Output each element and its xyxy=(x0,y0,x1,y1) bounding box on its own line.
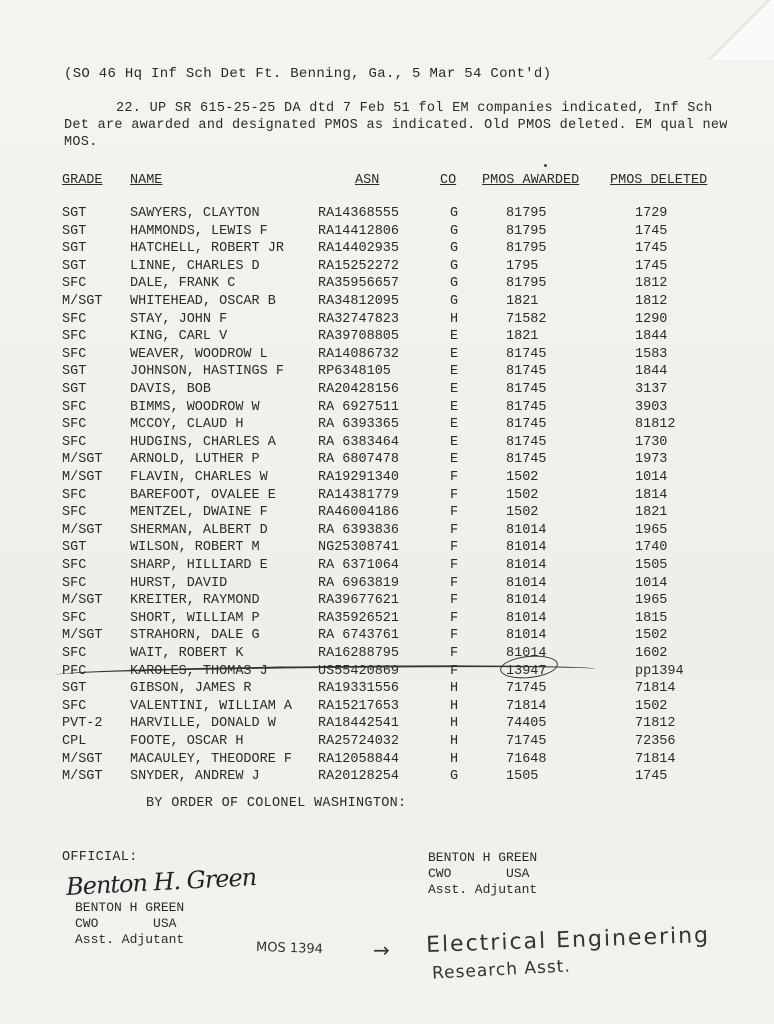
order-header: (SO 46 Hq Inf Sch Det Ft. Benning, Ga., 5 Mar 54 Cont'd) xyxy=(64,66,552,82)
cell-pmos-deleted: 71812 xyxy=(635,716,676,732)
cell-grade: M/SGT xyxy=(62,294,103,309)
cell-grade: M/SGT xyxy=(62,769,103,785)
arrow-icon: → xyxy=(373,938,390,962)
cell-pmos-awarded: 81745 xyxy=(506,364,547,380)
cell-co: H xyxy=(450,751,459,767)
table-row xyxy=(0,364,774,382)
cell-asn: RA 6927511 xyxy=(318,399,400,415)
cell-co: E xyxy=(450,329,459,345)
cell-grade: SGT xyxy=(62,364,87,380)
cell-pmos-deleted: 1844 xyxy=(635,329,668,345)
cell-asn: RA 6383464 xyxy=(318,434,400,450)
page-corner-fold xyxy=(704,0,774,60)
table-row xyxy=(0,206,774,224)
cell-asn: RA14402935 xyxy=(318,241,400,257)
cell-co: F xyxy=(450,505,459,521)
cell-asn: RA 6963819 xyxy=(318,575,400,591)
cell-pmos-awarded: 81745 xyxy=(506,434,547,450)
table-row xyxy=(0,505,774,523)
cell-asn: RA 6807478 xyxy=(318,452,400,468)
cell-asn: RA32747823 xyxy=(318,311,400,327)
cell-name: KING, CARL V xyxy=(130,329,228,345)
cell-name: STAY, JOHN F xyxy=(130,311,228,327)
cell-grade: SFC xyxy=(62,399,87,415)
cell-name: DAVIS, BOB xyxy=(130,382,212,397)
cell-grade: M/SGT xyxy=(62,470,103,485)
cell-name: SAWYERS, CLAYTON xyxy=(130,206,260,221)
cell-pmos-deleted: 1583 xyxy=(635,346,668,362)
cell-grade: M/SGT xyxy=(62,452,103,468)
cell-name: WHITEHEAD, OSCAR B xyxy=(130,294,276,309)
signer-name: BENTON H GREEN xyxy=(75,900,185,915)
cell-asn: RA14086732 xyxy=(318,346,400,362)
cell-asn: RA34812095 xyxy=(318,294,400,309)
signer-rank-branch: CWO USA xyxy=(75,916,177,931)
cell-name: WILSON, ROBERT M xyxy=(130,540,260,556)
col-name-header: NAME xyxy=(130,173,163,188)
cell-pmos-awarded: 81014 xyxy=(506,540,547,556)
cell-pmos-deleted: 81812 xyxy=(635,417,676,433)
cell-grade: SFC xyxy=(62,346,87,362)
cell-grade: PVT-2 xyxy=(62,716,103,732)
cell-pmos-awarded: 1505 xyxy=(506,769,539,785)
cell-name: MCCOY, CLAUD H xyxy=(130,417,244,433)
cell-name: JOHNSON, HASTINGS F xyxy=(130,364,284,380)
cell-grade: SGT xyxy=(62,382,87,397)
cell-pmos-deleted: 1505 xyxy=(635,558,668,573)
cell-grade: SFC xyxy=(62,276,87,292)
cell-asn: RA 6371064 xyxy=(318,558,400,573)
col-pmos-deleted-header: PMOS DELETED xyxy=(610,173,708,188)
cell-pmos-awarded: 81014 xyxy=(506,558,547,573)
table-row xyxy=(0,382,774,400)
cell-pmos-deleted: 1812 xyxy=(635,276,668,292)
cell-pmos-awarded: 81745 xyxy=(506,382,547,397)
cell-grade: SGT xyxy=(62,540,87,556)
signer-title: Asst. Adjutant xyxy=(428,882,538,897)
cell-grade: M/SGT xyxy=(62,628,103,644)
cell-co: G xyxy=(450,276,459,292)
table-row xyxy=(0,400,774,418)
cell-grade: SFC xyxy=(62,505,87,521)
cell-name: BAREFOOT, OVALEE E xyxy=(130,487,276,503)
cell-grade: PFC xyxy=(62,663,87,679)
cell-co: G xyxy=(450,241,459,257)
handwritten-mos-note: MOS 1394 xyxy=(255,939,324,958)
cell-co: F xyxy=(450,487,459,503)
cell-asn: RA35926521 xyxy=(318,610,400,626)
table-row xyxy=(0,417,774,435)
cell-pmos-deleted: 1821 xyxy=(635,505,668,521)
cell-asn: US55420869 xyxy=(318,663,400,679)
cell-grade: SGT xyxy=(62,206,87,221)
cell-name: SHARP, HILLIARD E xyxy=(130,558,268,573)
cell-asn: RA14381779 xyxy=(318,487,400,503)
cell-name: HATCHELL, ROBERT JR xyxy=(130,241,284,257)
cell-asn: RP6348105 xyxy=(318,364,391,380)
cell-co: F xyxy=(450,522,459,538)
cell-pmos-awarded: 1795 xyxy=(506,258,539,274)
cell-pmos-deleted: 1812 xyxy=(635,294,668,309)
table-row xyxy=(0,276,774,294)
cell-pmos-awarded: 71582 xyxy=(506,311,547,327)
cell-co: F xyxy=(450,575,459,591)
signer-rank-branch: CWO USA xyxy=(428,866,530,881)
cell-co: E xyxy=(450,364,459,380)
table-row xyxy=(0,294,774,312)
cell-grade: SGT xyxy=(62,223,87,239)
cell-co: E xyxy=(450,417,459,433)
cell-grade: CPL xyxy=(62,734,87,749)
cell-co: F xyxy=(450,663,459,679)
cell-name: LINNE, CHARLES D xyxy=(130,258,260,274)
cell-grade: M/SGT xyxy=(62,522,103,538)
cell-pmos-awarded: 81745 xyxy=(506,346,547,362)
table-row xyxy=(0,347,774,365)
cell-name: SHORT, WILLIAM P xyxy=(130,610,260,626)
table-row xyxy=(0,435,774,453)
table-row xyxy=(0,224,774,242)
cell-asn: RA46004186 xyxy=(318,505,400,521)
cell-grade: SFC xyxy=(62,311,87,327)
cell-asn: RA15252272 xyxy=(318,258,400,274)
table-row xyxy=(0,329,774,347)
cell-pmos-deleted: 71814 xyxy=(635,681,676,697)
cell-pmos-awarded: 1502 xyxy=(506,505,539,521)
cell-pmos-deleted: 1965 xyxy=(635,522,668,538)
cell-pmos-deleted: 72356 xyxy=(635,734,676,749)
cell-pmos-deleted: 1602 xyxy=(635,646,668,661)
cell-pmos-awarded: 81745 xyxy=(506,452,547,468)
cell-co: F xyxy=(450,540,459,556)
cell-pmos-deleted: 1014 xyxy=(635,575,668,591)
table-row xyxy=(0,312,774,330)
paragraph-number: 22. xyxy=(116,101,142,116)
cell-co: F xyxy=(450,470,459,485)
table-row xyxy=(0,259,774,277)
cell-name: FOOTE, OSCAR H xyxy=(130,734,244,749)
cell-co: H xyxy=(450,698,459,714)
cell-grade: SFC xyxy=(62,610,87,626)
signature-block-right xyxy=(428,850,537,898)
cell-pmos-deleted: 1973 xyxy=(635,452,668,468)
table-row xyxy=(0,716,774,734)
cell-name: WEAVER, WOODROW L xyxy=(130,346,268,362)
cell-co: G xyxy=(450,206,459,221)
cell-name: FLAVIN, CHARLES W xyxy=(130,470,268,485)
cell-name: HUDGINS, CHARLES A xyxy=(130,434,276,450)
cell-asn: RA14368555 xyxy=(318,206,400,221)
cell-asn: RA19291340 xyxy=(318,470,400,485)
cell-co: G xyxy=(450,223,459,239)
cell-pmos-deleted: 1814 xyxy=(635,487,668,503)
col-asn-header: ASN xyxy=(355,173,380,188)
cell-name: STRAHORN, DALE G xyxy=(130,628,260,644)
table-row xyxy=(0,540,774,558)
cell-asn: RA20128254 xyxy=(318,769,400,785)
cell-asn: RA 6743761 xyxy=(318,628,400,644)
cell-pmos-deleted: 1730 xyxy=(635,434,668,450)
cell-name: HURST, DAVID xyxy=(130,575,228,591)
cell-grade: SFC xyxy=(62,329,87,345)
cell-asn: RA 6393836 xyxy=(318,522,400,538)
cell-grade: SFC xyxy=(62,575,87,591)
cell-grade: M/SGT xyxy=(62,593,103,609)
col-co-header: CO xyxy=(440,173,457,188)
table-row xyxy=(0,523,774,541)
cell-co: H xyxy=(450,734,459,749)
cell-co: G xyxy=(450,769,459,785)
cell-asn: RA12058844 xyxy=(318,751,400,767)
cell-grade: SFC xyxy=(62,434,87,450)
cell-co: E xyxy=(450,382,459,397)
cell-pmos-awarded: 81014 xyxy=(506,628,547,644)
cell-pmos-deleted: 1815 xyxy=(635,610,668,626)
table-row xyxy=(0,628,774,646)
cell-name: GIBSON, JAMES R xyxy=(130,681,252,697)
handwritten-note-line2: Research Asst. xyxy=(431,956,572,984)
cell-name: KREITER, RAYMOND xyxy=(130,593,260,609)
cell-pmos-deleted: 1502 xyxy=(635,698,668,714)
cell-pmos-deleted: 1745 xyxy=(635,769,668,785)
cell-co: H xyxy=(450,681,459,697)
cell-pmos-awarded: 1821 xyxy=(506,329,539,345)
cell-pmos-awarded: 81745 xyxy=(506,417,547,433)
cell-asn: RA16288795 xyxy=(318,646,400,661)
cell-pmos-awarded: 81014 xyxy=(506,646,547,661)
cell-grade: SFC xyxy=(62,698,87,714)
cell-asn: RA18442541 xyxy=(318,716,400,732)
cell-asn: RA20428156 xyxy=(318,382,400,397)
cell-co: F xyxy=(450,610,459,626)
cell-name: HARVILLE, DONALD W xyxy=(130,716,276,732)
cell-name: SNYDER, ANDREW J xyxy=(130,769,260,785)
cell-pmos-deleted: 1740 xyxy=(635,540,668,556)
cell-co: F xyxy=(450,593,459,609)
table-row xyxy=(0,611,774,629)
table-row xyxy=(0,699,774,717)
cell-pmos-deleted: 1729 xyxy=(635,206,668,221)
cell-pmos-deleted: 1844 xyxy=(635,364,668,380)
table-row xyxy=(0,558,774,576)
cell-co: F xyxy=(450,558,459,573)
cell-asn: RA39708805 xyxy=(318,329,400,345)
cell-name: ARNOLD, LUTHER P xyxy=(130,452,260,468)
cell-pmos-deleted: 3137 xyxy=(635,382,668,397)
table-row xyxy=(0,769,774,787)
cell-pmos-awarded: 81795 xyxy=(506,206,547,221)
paragraph-text: UP SR 615-25-25 DA dtd 7 Feb 51 fol EM companies indicated, Inf Sch Det are awarded and designated PMOS as indicated. Old PMOS deleted. EM qual new MOS. xyxy=(64,101,728,150)
cell-name: SHERMAN, ALBERT D xyxy=(130,522,268,538)
cell-co: E xyxy=(450,434,459,450)
cell-name: KAROLES, THOMAS J xyxy=(130,663,268,679)
cell-co: E xyxy=(450,399,459,415)
cell-pmos-awarded: 74405 xyxy=(506,716,547,732)
cell-pmos-awarded: 81014 xyxy=(506,610,547,626)
cell-co: H xyxy=(450,311,459,327)
table-row xyxy=(0,576,774,594)
cell-pmos-deleted: 1745 xyxy=(635,223,668,239)
cell-grade: M/SGT xyxy=(62,751,103,767)
cell-pmos-awarded: 71648 xyxy=(506,751,547,767)
cell-co: E xyxy=(450,346,459,362)
cell-pmos-awarded: 81014 xyxy=(506,522,547,538)
cell-pmos-deleted: 71814 xyxy=(635,751,676,767)
cell-grade: SFC xyxy=(62,646,87,661)
table-row xyxy=(0,646,774,664)
cell-name: VALENTINI, WILLIAM A xyxy=(130,698,293,714)
signature-block-left xyxy=(75,900,184,948)
cell-pmos-deleted: 1745 xyxy=(635,241,668,257)
table-row xyxy=(0,452,774,470)
cell-asn: NG25308741 xyxy=(318,540,400,556)
cell-pmos-awarded: 81795 xyxy=(506,223,547,239)
cell-name: MENTZEL, DWAINE F xyxy=(130,505,268,521)
cell-name: DALE, FRANK C xyxy=(130,276,236,292)
cell-pmos-awarded: 81014 xyxy=(506,593,547,609)
cell-co: G xyxy=(450,258,459,274)
col-grade-header: GRADE xyxy=(62,173,103,188)
cell-asn: RA 6393365 xyxy=(318,417,400,433)
cell-pmos-awarded: 1502 xyxy=(506,487,539,503)
cell-grade: SGT xyxy=(62,241,87,257)
cell-grade: SFC xyxy=(62,558,87,573)
col-pmos-awarded-header: PMOS AWARDED xyxy=(482,173,580,188)
cell-co: E xyxy=(450,452,459,468)
cell-pmos-awarded: 1502 xyxy=(506,470,539,485)
handwritten-note-line1: Electrical Engineering xyxy=(425,923,711,958)
cell-pmos-deleted: 1290 xyxy=(635,311,668,327)
cell-pmos-awarded: 81795 xyxy=(506,241,547,257)
cell-asn: RA15217653 xyxy=(318,698,400,714)
cell-asn: RA25724032 xyxy=(318,734,400,749)
cell-pmos-awarded: 71745 xyxy=(506,681,547,697)
cell-name: MACAULEY, THEODORE F xyxy=(130,751,293,767)
cell-pmos-awarded: 13947 xyxy=(506,663,547,679)
cell-co: F xyxy=(450,628,459,644)
cell-grade: SGT xyxy=(62,681,87,697)
cell-pmos-deleted: 1965 xyxy=(635,593,668,609)
table-row xyxy=(0,241,774,259)
cell-asn: RA19331556 xyxy=(318,681,400,697)
cell-co: F xyxy=(450,646,459,661)
cell-name: WAIT, ROBERT K xyxy=(130,646,244,661)
cell-asn: RA39677621 xyxy=(318,593,400,609)
signer-name: BENTON H GREEN xyxy=(428,850,538,865)
cell-pmos-awarded: 81745 xyxy=(506,399,547,415)
cell-pmos-awarded: 71814 xyxy=(506,698,547,714)
cell-name: HAMMONDS, LEWIS F xyxy=(130,223,268,239)
table-row xyxy=(0,488,774,506)
cell-pmos-deleted: 1502 xyxy=(635,628,668,644)
cell-pmos-deleted: pp1394 xyxy=(635,663,684,679)
cell-co: G xyxy=(450,294,459,309)
cell-pmos-deleted: 1745 xyxy=(635,258,668,274)
table-row xyxy=(0,470,774,488)
cell-pmos-deleted: 1014 xyxy=(635,470,668,485)
signature: Benton H. Green xyxy=(65,863,257,901)
cell-pmos-awarded: 1821 xyxy=(506,294,539,309)
cell-grade: SFC xyxy=(62,487,87,503)
paragraph-22 xyxy=(64,100,736,151)
cell-pmos-deleted: 3903 xyxy=(635,399,668,415)
table-row xyxy=(0,752,774,770)
cell-pmos-awarded: 81014 xyxy=(506,575,547,591)
table-row xyxy=(0,734,774,752)
cell-asn: RA35956657 xyxy=(318,276,400,292)
official-label: OFFICIAL: xyxy=(62,850,138,865)
cell-pmos-awarded: 81795 xyxy=(506,276,547,292)
table-row xyxy=(0,681,774,699)
signer-title: Asst. Adjutant xyxy=(75,932,185,947)
table-row xyxy=(0,593,774,611)
ink-dot xyxy=(544,164,547,167)
cell-name: BIMMS, WOODROW W xyxy=(130,399,260,415)
cell-grade: SFC xyxy=(62,417,87,433)
order-line: BY ORDER OF COLONEL WASHINGTON: xyxy=(146,796,407,811)
cell-co: H xyxy=(450,716,459,732)
cell-grade: SGT xyxy=(62,258,87,274)
cell-asn: RA14412806 xyxy=(318,223,400,239)
cell-pmos-awarded: 71745 xyxy=(506,734,547,749)
